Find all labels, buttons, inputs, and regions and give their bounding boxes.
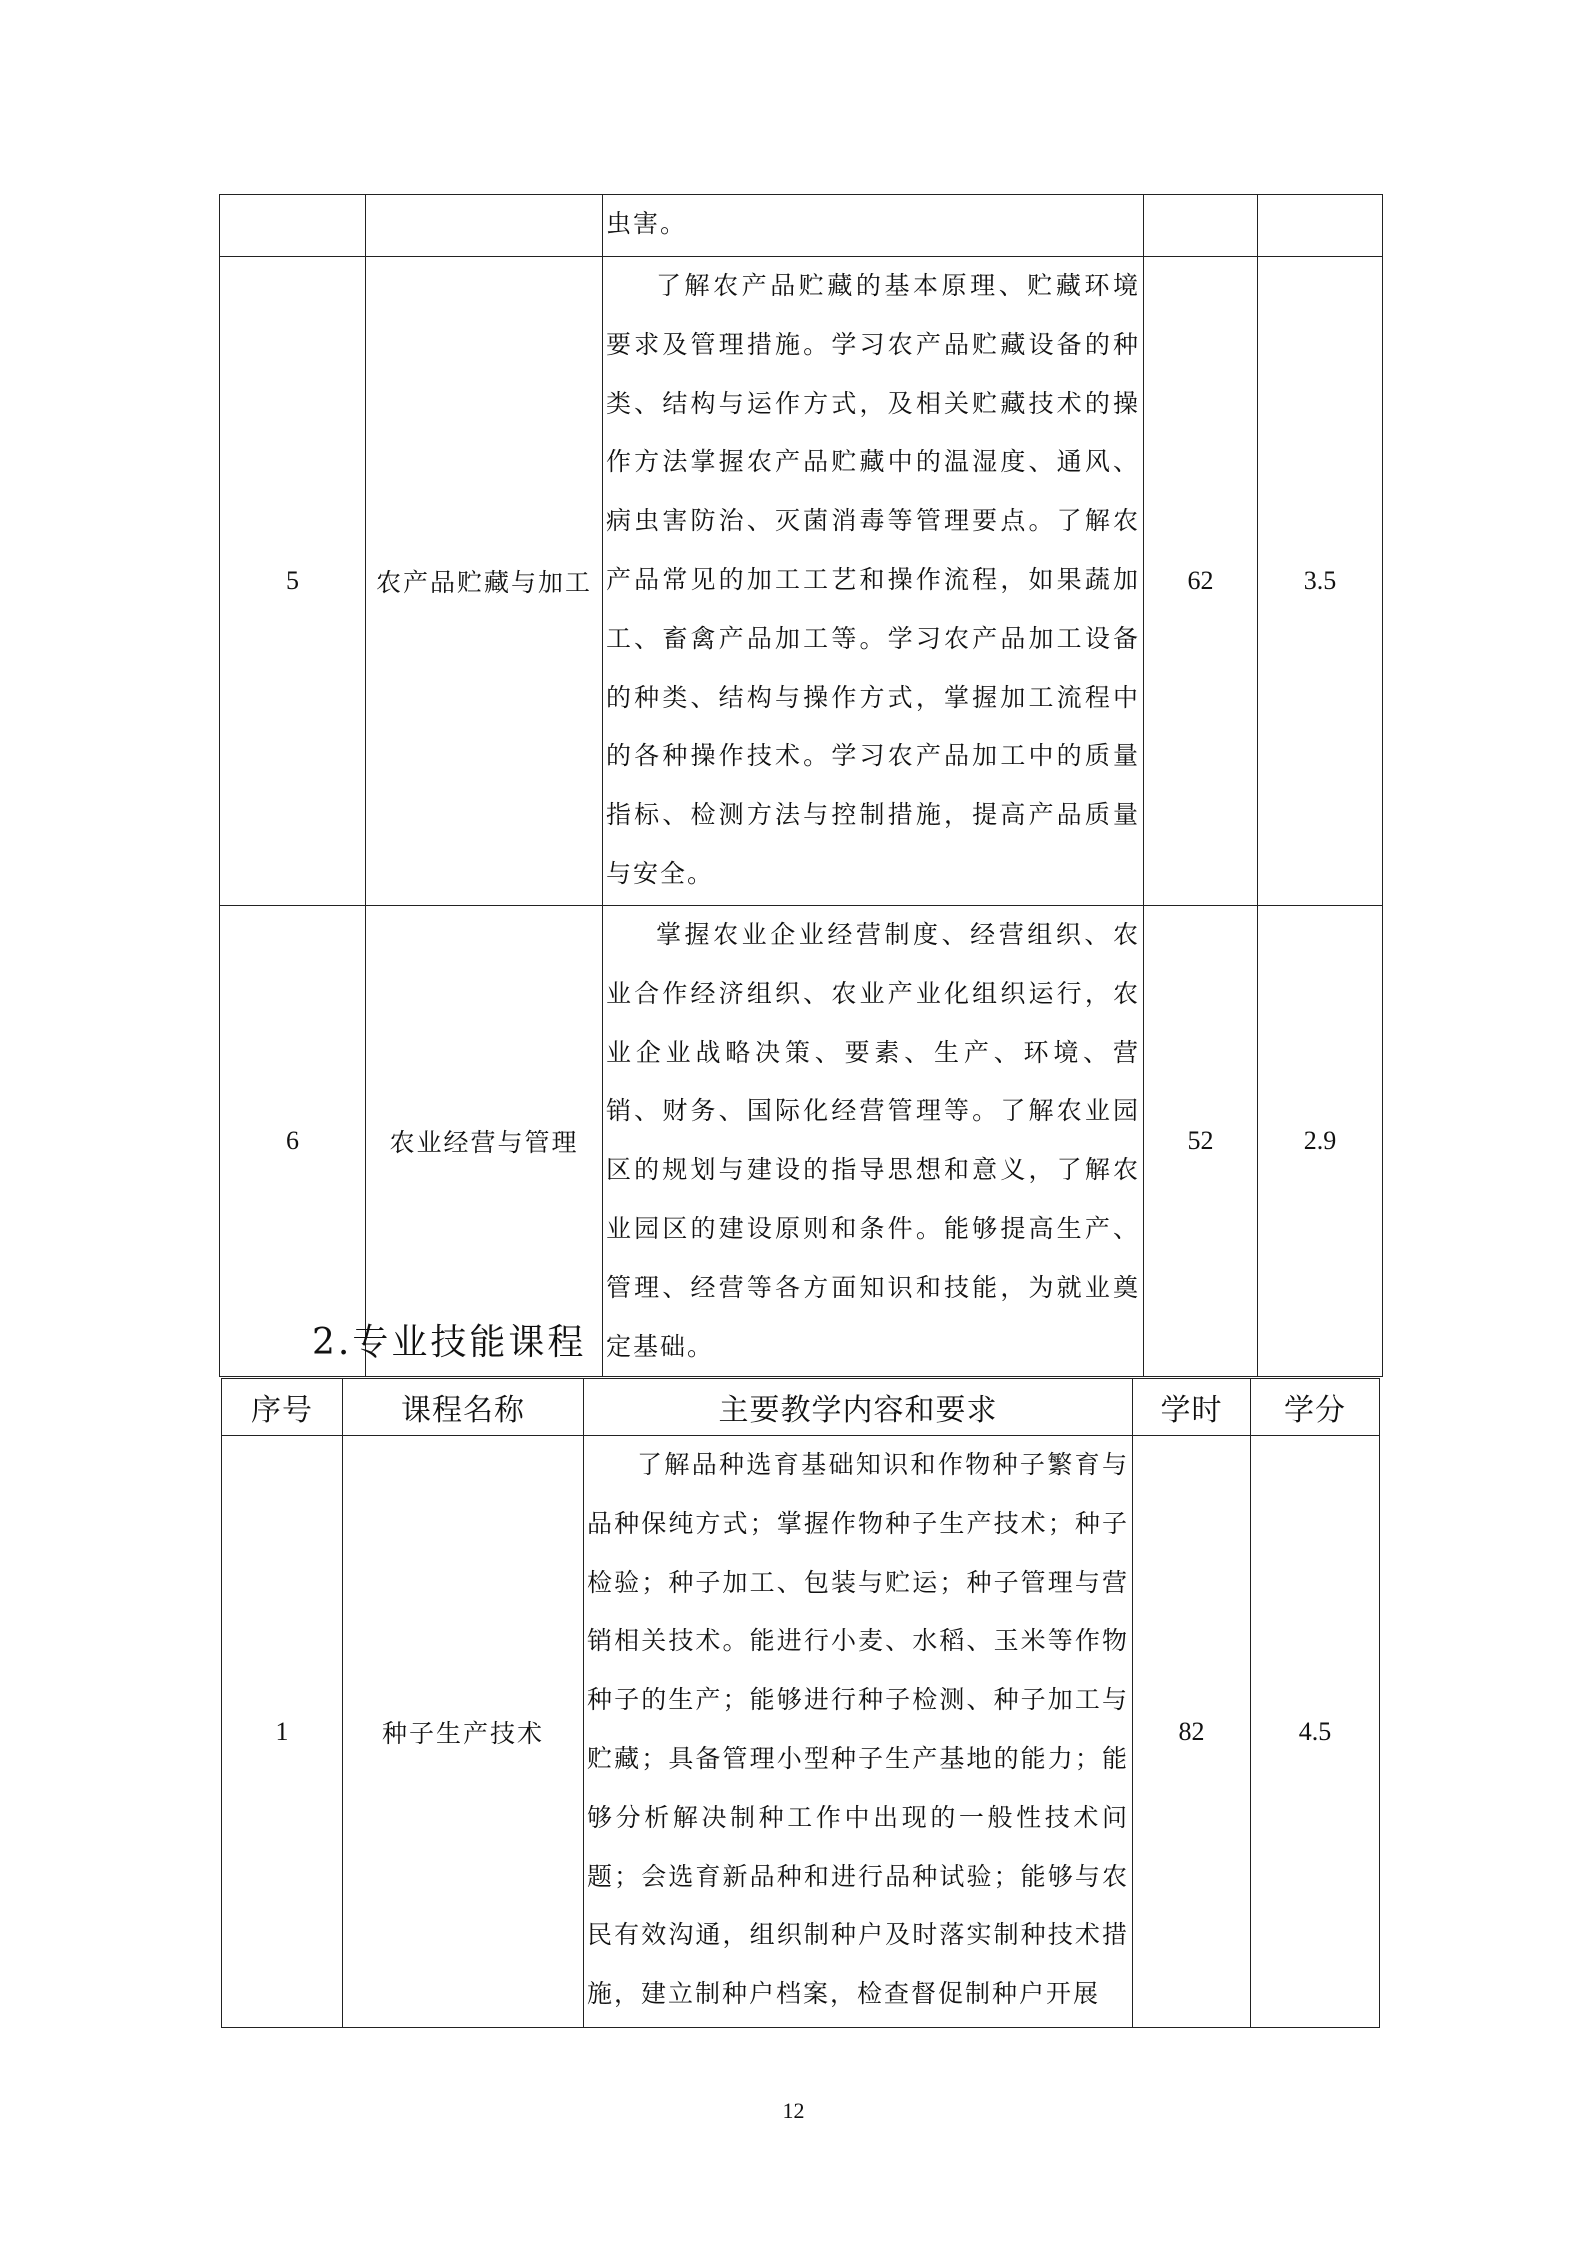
table-row — [222, 1436, 1380, 2028]
course-name: 农产品贮藏与加工 — [366, 257, 603, 906]
course-name: 种子生产技术 — [343, 1436, 584, 2028]
header-content: 主要教学内容和要求 — [584, 1379, 1133, 1436]
course-name — [366, 195, 603, 257]
course-credits: 4.5 — [1251, 1436, 1380, 2028]
course-table-continued — [219, 194, 1383, 1377]
professional-skills-course-table — [221, 1378, 1380, 2028]
course-content — [603, 195, 1144, 257]
row-number — [220, 195, 366, 257]
content-paragraph: 掌握农业企业经营制度、经营组织、农业合作经济组织、农业产业化组织运行，农业企业战略决策、要素、生产、环境、营销、财务、国际化经营管理等。了解农业园区的规划与建设的指导思想和意义，了解农业园区的建设原则和条件。能够提高生产、管理、经营等各方面知识和技能，为就业奠定基础。 — [606, 920, 1140, 1361]
header-credits: 学分 — [1251, 1379, 1380, 1436]
header-number: 序号 — [222, 1379, 343, 1436]
course-content — [603, 906, 1144, 1377]
course-hours: 82 — [1133, 1436, 1251, 2028]
row-number: 5 — [220, 257, 366, 906]
course-hours: 62 — [1144, 257, 1258, 906]
header-course-name: 课程名称 — [343, 1379, 584, 1436]
course-credits — [1258, 195, 1383, 257]
table-row — [220, 257, 1383, 906]
course-credits: 2.9 — [1258, 906, 1383, 1377]
table-row — [220, 195, 1383, 257]
table-row — [220, 906, 1383, 1377]
course-content — [584, 1436, 1133, 2028]
content-paragraph: 了解品种选育基础知识和作物种子繁育与品种保纯方式；掌握作物种子生产技术；种子检验；种子加工、包装与贮运；种子管理与营销相关技术。能进行小麦、水稻、玉米等作物种子的生产；能够进行种子检测、种子加工与贮藏；具备管理小型种子生产基地的能力；能够分析解决制种工作中出现的一般性技术问题；会选育新品种和进行品种试验；能够与农民有效沟通，组织制种户及时落实制种技术措施，建立制种户档案，检查督促制种户开展 — [587, 1450, 1129, 2009]
page-number: 12 — [782, 2098, 805, 2123]
content-paragraph: 了解农产品贮藏的基本原理、贮藏环境要求及管理措施。学习农产品贮藏设备的种类、结构与运作方式，及相关贮藏技术的操作方法掌握农产品贮藏中的温湿度、通风、病虫害防治、灭菌消毒等管理要点。了解农产品常见的加工工艺和操作流程，如果蔬加工、畜禽产品加工等。学习农产品加工设备的种类、结构与操作方式，掌握加工流程中的各种操作技术。学习农产品加工中的质量指标、检测方法与控制措施，提高产品质量与安全。 — [606, 271, 1140, 888]
header-hours: 学时 — [1133, 1379, 1251, 1436]
course-name: 农业经营与管理 — [366, 906, 603, 1377]
row-number: 6 — [220, 906, 366, 1377]
section-heading: 2.专业技能课程 — [312, 1322, 587, 1363]
row-number: 1 — [222, 1436, 343, 2028]
course-hours: 52 — [1144, 906, 1258, 1377]
course-credits: 3.5 — [1258, 257, 1383, 906]
course-hours — [1144, 195, 1258, 257]
content-paragraph: 虫害。 — [606, 209, 688, 238]
course-content — [603, 257, 1144, 906]
table-header-row — [222, 1379, 1380, 1436]
